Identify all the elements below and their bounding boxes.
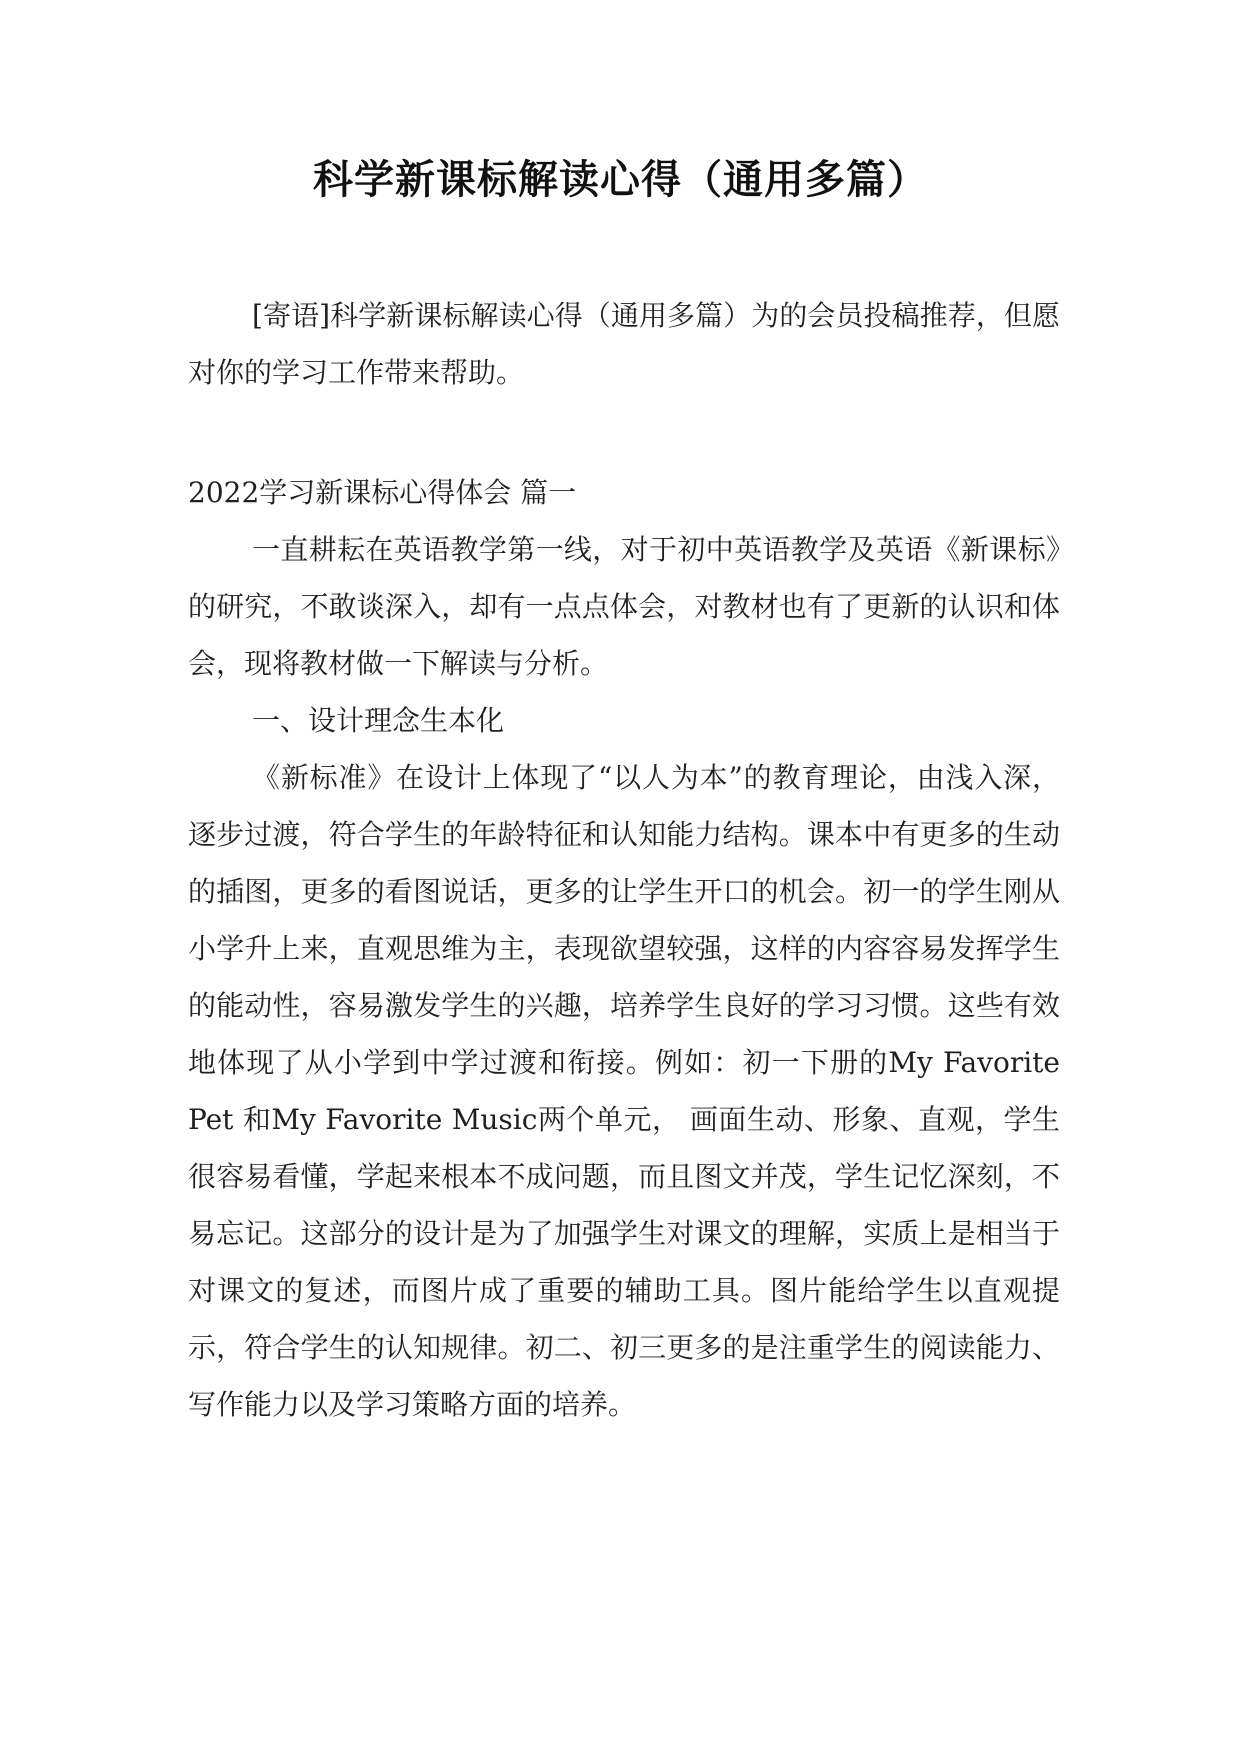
intro-paragraph: [寄语]科学新课标解读心得（通用多篇）为的会员投稿推荐，但愿对你的学习工作带来帮助。 — [188, 299, 1060, 389]
intro-block — [188, 287, 1060, 401]
article-section — [188, 464, 1060, 1433]
section-heading: 2022学习新课标心得体会 篇一 — [188, 476, 577, 509]
body-paragraph-1: 一直耕耘在英语教学第一线，对于初中英语教学及英语《新课标》的研究，不敢谈深入，却有一点点体会，对教材也有了更新的认识和体会，现将教材做一下解读与分析。 — [188, 533, 1060, 680]
page-title: 科学新课标解读心得（通用多篇） — [313, 157, 928, 203]
body-paragraph-2: 《新标准》在设计上体现了“以人为本”的教育理论，由浅入深，逐步过渡，符合学生的年龄特征和认知能力结构。课本中有更多的生动的插图，更多的看图说话，更多的让学生开口的机会。初一的学生刚从小学升上来，直观思维为主，表现欲望较强，这样的内容容易发挥学生的能动性，容易激发学生的兴趣，培养学生良好的学习习惯。这些有效地体现了从小学到中学过渡和衔接。例如：初一下册的My Favorite Pet 和My Favorite Music两个单元， 画面生动、形象、直观，学生很容易看懂，学起来根本不成问题，而且图文并茂，学生记忆深刻，不易忘记。这部分的设计是为了加强学生对课文的理解，实质上是相当于对课文的复述，而图片成了重要的辅助工具。图片能给学生以直观提示，符合学生的认知规律。初二、初三更多的是注重学生的阅读能力、写作能力以及学习策略方面的培养。 — [188, 761, 1060, 1421]
subheading-design-concept: 一、设计理念生本化 — [252, 704, 505, 737]
